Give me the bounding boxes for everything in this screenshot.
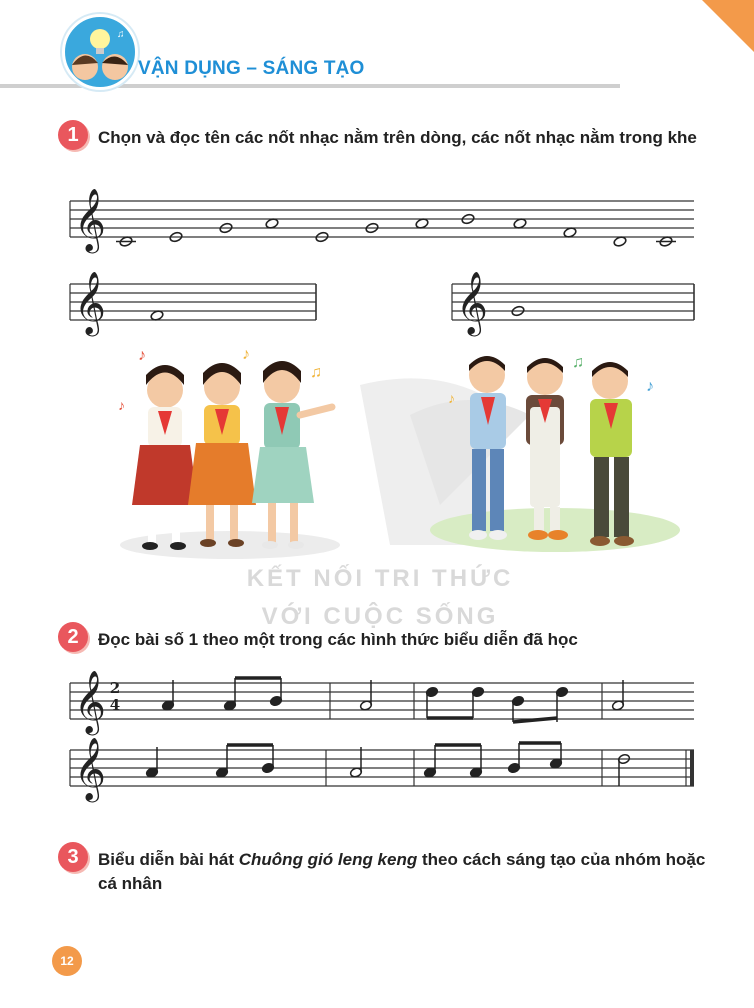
svg-text:𝄞: 𝄞 bbox=[74, 737, 106, 800]
svg-text:♫: ♫ bbox=[117, 29, 125, 40]
watermark-line-1: KẾT NỐI TRI THỨC bbox=[246, 565, 514, 592]
time-signature-bottom: 4 bbox=[109, 696, 121, 714]
svg-text:𝄞: 𝄞 bbox=[74, 188, 106, 251]
question-1-badge: 1 bbox=[58, 120, 88, 150]
question-3-text-after: theo cách sáng tạo của nhóm hoặc cá nhân bbox=[98, 850, 706, 893]
time-signature-top: 2 bbox=[109, 679, 121, 697]
question-3-text bbox=[98, 848, 708, 896]
svg-text:♪: ♪ bbox=[242, 346, 250, 363]
question-2-badge: 2 bbox=[58, 622, 88, 652]
svg-text:♫: ♫ bbox=[310, 364, 322, 381]
question-2-text: Đọc bài số 1 theo một trong các hình thức biểu diễn đã học bbox=[98, 630, 578, 649]
watermark-line-2: VỚI CUỘC SỐNG bbox=[261, 603, 499, 630]
svg-text:♪: ♪ bbox=[118, 397, 125, 413]
question-3-badge: 3 bbox=[58, 842, 88, 872]
svg-text:𝄞: 𝄞 bbox=[74, 271, 106, 334]
svg-text:𝄞: 𝄞 bbox=[456, 271, 488, 334]
svg-text:𝄞: 𝄞 bbox=[74, 670, 106, 733]
svg-text:♪: ♪ bbox=[646, 378, 654, 395]
svg-text:♫: ♫ bbox=[572, 354, 584, 371]
song-title: Chuông gió leng keng bbox=[238, 850, 418, 869]
svg-text:♪: ♪ bbox=[448, 390, 455, 406]
section-title: VẬN DỤNG – SÁNG TẠO bbox=[138, 58, 365, 79]
svg-text:♪: ♪ bbox=[138, 347, 146, 364]
page-number: 12 bbox=[52, 946, 82, 976]
question-1-text: Chọn và đọc tên các nốt nhạc nằm trên dòng, các nốt nhạc nằm trong khe bbox=[98, 128, 697, 147]
question-3-text-before: Biểu diễn bài hát bbox=[98, 850, 239, 869]
treble-clef-icon bbox=[74, 737, 104, 801]
